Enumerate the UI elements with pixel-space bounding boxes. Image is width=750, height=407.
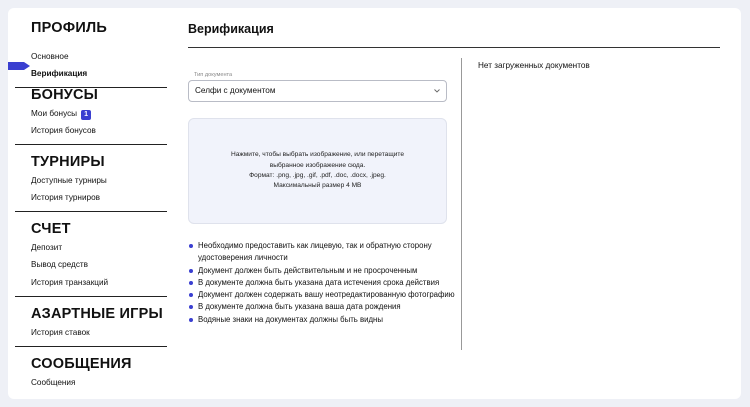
list-item: Водяные знаки на документах должны быть видны (188, 314, 463, 326)
bonus-count-badge: 1 (81, 110, 91, 120)
sidebar-section-title: СООБЩЕНИЯ (31, 356, 132, 372)
sidebar-section-title: БОНУСЫ (31, 87, 99, 103)
verification-rules-list (188, 240, 463, 326)
sidebar-item-messages[interactable]: Сообщения (31, 378, 76, 387)
doc-type-label: Тип документа (194, 72, 233, 78)
sidebar-item-verification[interactable]: Верификация (31, 69, 88, 78)
dropzone-instruction: Нажмите, чтобы выбрать изображение, или перетащите (230, 151, 405, 159)
sidebar-item-label: Мои бонусы (31, 109, 78, 118)
sidebar-item-tournament-history[interactable]: История турниров (31, 193, 100, 202)
list-item: В документе должна быть указана дата истечения срока действия (188, 277, 463, 289)
sidebar-section-profile (15, 19, 167, 78)
sidebar (8, 8, 168, 399)
verification-card (8, 8, 741, 399)
section-divider (15, 211, 167, 212)
list-item: Необходимо предоставить как лицевую, так и обратную сторону удостоверения личности (188, 240, 463, 265)
section-divider (15, 296, 167, 297)
sidebar-section-gambling (15, 305, 167, 337)
no-documents-message: Нет загруженных документов (478, 61, 590, 70)
sidebar-item-available-tournaments[interactable]: Доступные турниры (31, 176, 107, 185)
section-divider (15, 144, 167, 145)
sidebar-item-withdraw[interactable]: Вывод средств (31, 260, 89, 269)
doc-type-value: Селфи с документом (195, 86, 276, 95)
sidebar-item-transaction-history[interactable]: История транзакций (31, 278, 109, 287)
sidebar-section-title: СЧЕТ (31, 221, 71, 237)
sidebar-item-deposit[interactable]: Депозит (31, 243, 63, 252)
section-divider (15, 346, 167, 347)
column-divider (461, 58, 462, 350)
chevron-down-icon (433, 87, 441, 95)
sidebar-section-title: ТУРНИРЫ (31, 154, 105, 170)
list-item: Документ должен быть действительным и не просроченным (188, 265, 463, 277)
sidebar-item-main[interactable]: Основное (31, 52, 69, 61)
sidebar-section-messages (15, 355, 167, 387)
file-dropzone[interactable] (188, 118, 447, 224)
sidebar-item-bet-history[interactable]: История ставок (31, 328, 90, 337)
title-divider (188, 47, 720, 48)
dropzone-instruction: выбранное изображение сюда. (269, 161, 366, 169)
page-title: Верификация (188, 22, 274, 36)
dropzone-max-size: Максимальный размер 4 MB (273, 182, 362, 190)
list-item: Документ должен содержать вашу неотредактированную фотографию (188, 289, 463, 301)
dropzone-formats: Формат: .png, .jpg, .gif, .pdf, .doc, .docx, .jpeg. (249, 172, 386, 179)
doc-type-select[interactable] (188, 80, 447, 102)
sidebar-section-tournaments (15, 153, 167, 202)
sidebar-section-title: ПРОФИЛЬ (31, 20, 107, 36)
list-item: В документе должна быть указана ваша дата рождения (188, 301, 463, 313)
sidebar-section-title: АЗАРТНЫЕ ИГРЫ (31, 306, 163, 322)
sidebar-section-account (15, 220, 167, 287)
sidebar-item-bonus-history[interactable]: История бонусов (31, 126, 96, 135)
sidebar-section-bonuses (15, 86, 167, 135)
sidebar-item-my-bonuses[interactable] (15, 108, 91, 120)
